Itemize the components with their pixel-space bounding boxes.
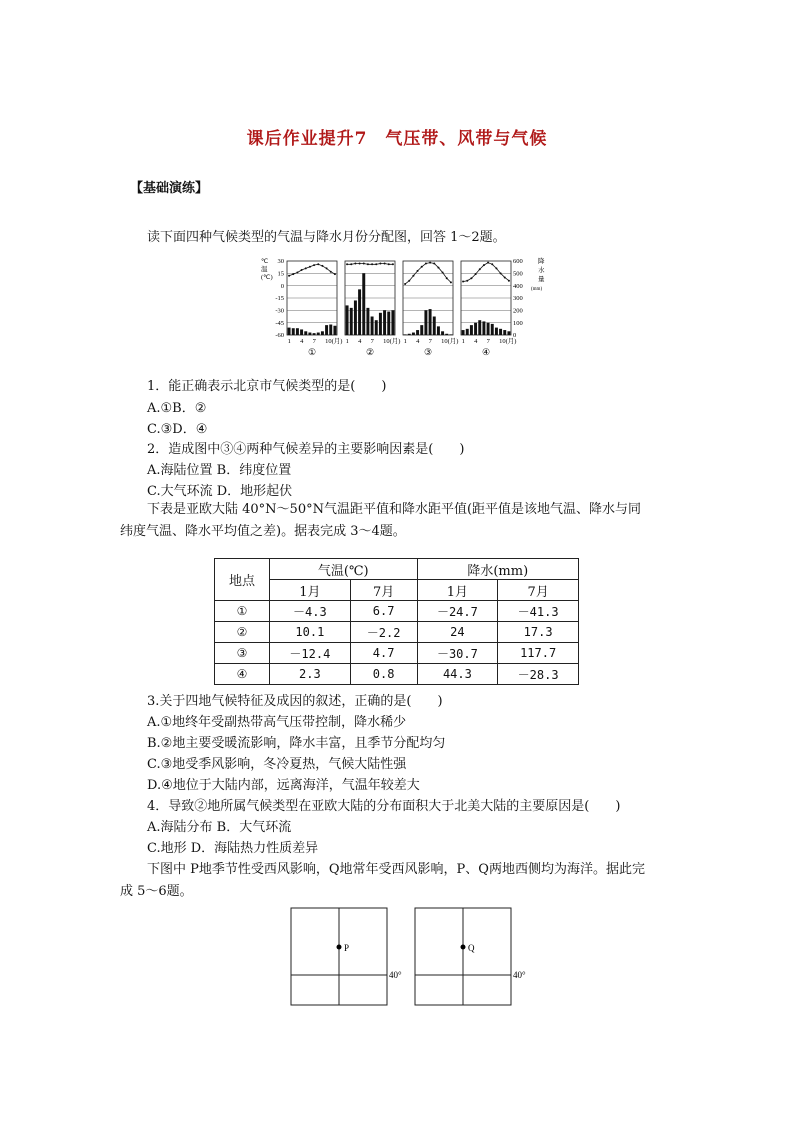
precip-bar bbox=[491, 324, 494, 335]
cell: －41.3 bbox=[498, 601, 579, 622]
temp-point bbox=[334, 273, 336, 275]
temp-point bbox=[479, 268, 481, 270]
temp-line bbox=[289, 264, 335, 276]
temp-point bbox=[379, 262, 381, 264]
intro-2-line-1: 下表是亚欧大陆 40°N～50°N气温距平值和降水距平值(距平值是该地气温、降水与同 bbox=[147, 502, 642, 517]
question-3-option-a: A.①地终年受副热带高气压带控制，降水稀少 bbox=[147, 715, 407, 730]
precip-axis-label: 水 bbox=[538, 267, 545, 274]
precip-bar bbox=[487, 323, 490, 335]
precip-axis-label: 降 bbox=[538, 258, 545, 265]
month-tick-label: 4 bbox=[300, 338, 304, 345]
precip-bar bbox=[474, 323, 477, 335]
temp-point bbox=[466, 280, 468, 282]
precip-bar bbox=[321, 331, 324, 335]
temp-point bbox=[363, 262, 365, 264]
precip-bar bbox=[466, 329, 469, 335]
temp-point bbox=[388, 263, 390, 265]
precip-bar bbox=[350, 308, 353, 335]
temp-point bbox=[288, 275, 290, 277]
temp-point bbox=[321, 265, 323, 267]
temp-tick-label: -30 bbox=[275, 307, 284, 315]
header-temp-jul: 7月 bbox=[350, 580, 417, 601]
temp-tick-label: 0 bbox=[280, 282, 284, 290]
section-heading: 【基础演练】 bbox=[130, 181, 209, 196]
anomaly-table bbox=[214, 558, 579, 685]
temp-point bbox=[442, 272, 444, 274]
temp-point bbox=[326, 267, 328, 269]
temp-point bbox=[296, 272, 298, 274]
cell: －4.3 bbox=[270, 601, 351, 622]
page-title: 课后作业提升7 气压带、风带与气候 bbox=[246, 129, 548, 149]
intro-2-line-2: 纬度气温、降水平均值之差)。据表完成 3～4题。 bbox=[120, 524, 406, 539]
month-tick-label: 4 bbox=[358, 338, 362, 345]
precip-bar bbox=[375, 320, 378, 335]
q-point bbox=[461, 945, 466, 950]
precip-bar bbox=[292, 328, 295, 335]
question-1-options-cd: C.③D．④ bbox=[147, 422, 208, 437]
precip-bar bbox=[379, 313, 382, 335]
precip-bar bbox=[429, 309, 432, 335]
precip-bar bbox=[288, 328, 291, 335]
month-tick-label: 7 bbox=[428, 338, 432, 345]
cell: 2.3 bbox=[270, 664, 351, 685]
precip-bar bbox=[478, 320, 481, 335]
intro-1: 读下面四种气候类型的气温与降水月份分配图，回答 1～2题。 bbox=[147, 230, 506, 245]
cell: 4.7 bbox=[350, 643, 417, 664]
question-3-option-c: C.③地受季风影响，冬冷夏热，气候大陆性强 bbox=[147, 757, 407, 772]
question-4: 4．导致②地所属气候类型在亚欧大陆的分布面积大于北美大陆的主要原因是( ) bbox=[147, 799, 621, 814]
precip-axis-label: (mm) bbox=[531, 287, 543, 292]
table-row bbox=[215, 664, 579, 685]
precip-bar bbox=[445, 334, 448, 335]
precip-bar bbox=[408, 334, 411, 335]
temp-point bbox=[367, 263, 369, 265]
precip-bar bbox=[358, 289, 361, 335]
month-tick-label: 7 bbox=[312, 338, 316, 345]
p-lat-label: 40° bbox=[389, 970, 402, 980]
cell: －2.2 bbox=[350, 622, 417, 643]
precip-bar bbox=[371, 317, 374, 336]
header-prec-jul: 7月 bbox=[498, 580, 579, 601]
temp-point bbox=[408, 280, 410, 282]
temp-tick-label: -15 bbox=[275, 295, 284, 303]
question-3-option-d: D.④地位于大陆内部，远离海洋，气温年较差大 bbox=[147, 778, 420, 793]
temp-point bbox=[384, 262, 386, 264]
table-row bbox=[215, 643, 579, 664]
month-tick-label: 4 bbox=[474, 338, 478, 345]
temp-point bbox=[354, 262, 356, 264]
intro-3-line-2: 成 5～6题。 bbox=[120, 884, 193, 899]
temp-tick-label: 15 bbox=[277, 270, 284, 278]
precip-bar bbox=[346, 305, 349, 335]
temp-point bbox=[483, 264, 485, 266]
precip-tick-label: 600 bbox=[513, 258, 523, 266]
temp-point bbox=[350, 263, 352, 265]
temp-tick-label: -60 bbox=[275, 332, 284, 340]
temp-point bbox=[429, 262, 431, 264]
precip-bar bbox=[366, 308, 369, 335]
temp-point bbox=[317, 263, 319, 265]
panel-label: ② bbox=[365, 347, 375, 357]
month-tick-label: 1 bbox=[345, 338, 349, 345]
temp-point bbox=[375, 263, 377, 265]
month-tick-label: 1 bbox=[403, 338, 407, 345]
cell: －30.7 bbox=[417, 643, 498, 664]
pq-diagram bbox=[288, 905, 548, 1010]
question-2: 2．造成图中③④两种气候差异的主要影响因素是( ) bbox=[147, 442, 465, 457]
precip-bar bbox=[433, 317, 436, 336]
temp-point bbox=[495, 267, 497, 269]
panel-label: ③ bbox=[423, 347, 433, 357]
temp-point bbox=[404, 283, 406, 285]
precip-bar bbox=[437, 326, 440, 335]
temp-axis-label: ℃ bbox=[261, 258, 269, 265]
temp-point bbox=[359, 262, 361, 264]
p-label: P bbox=[344, 943, 350, 953]
temp-point bbox=[417, 270, 419, 272]
temp-point bbox=[508, 280, 510, 282]
precip-bar bbox=[325, 325, 328, 335]
cell-place: ④ bbox=[215, 664, 270, 685]
cell-place: ② bbox=[215, 622, 270, 643]
precip-bar bbox=[424, 310, 427, 335]
temp-point bbox=[330, 271, 332, 273]
temp-point bbox=[421, 266, 423, 268]
temp-point bbox=[491, 263, 493, 265]
temp-point bbox=[504, 276, 506, 278]
month-tick-label: 10(月) bbox=[383, 338, 401, 345]
month-tick-label: 1 bbox=[287, 338, 291, 345]
precip-tick-label: 200 bbox=[513, 307, 523, 315]
precip-bar bbox=[416, 330, 419, 335]
question-4-options-ab: A.海陆分布 B．大气环流 bbox=[147, 820, 292, 835]
precip-bar bbox=[296, 328, 299, 335]
temp-point bbox=[309, 266, 311, 268]
precip-bar bbox=[462, 330, 465, 335]
precip-bar bbox=[441, 331, 444, 335]
precip-bar bbox=[317, 333, 320, 335]
q-label: Q bbox=[468, 943, 475, 953]
temp-point bbox=[433, 262, 435, 264]
temp-point bbox=[313, 264, 315, 266]
precip-bar bbox=[420, 325, 423, 335]
temp-point bbox=[425, 262, 427, 264]
intro-3-line-1: 下图中 P地季节性受西风影响，Q地常年受西风影响，P、Q两地西侧均为海洋。据此完 bbox=[147, 862, 645, 877]
precip-bar bbox=[300, 329, 303, 335]
cell-place: ③ bbox=[215, 643, 270, 664]
cell: 17.3 bbox=[498, 622, 579, 643]
cell: 44.3 bbox=[417, 664, 498, 685]
precip-bar bbox=[404, 334, 407, 335]
precip-bar bbox=[362, 273, 365, 335]
temp-point bbox=[450, 281, 452, 283]
temp-axis-label: (℃) bbox=[261, 274, 273, 281]
precip-tick-label: 300 bbox=[513, 295, 523, 303]
temp-point bbox=[371, 263, 373, 265]
temp-point bbox=[487, 262, 489, 264]
temp-point bbox=[470, 277, 472, 279]
temp-point bbox=[475, 273, 477, 275]
precip-bar bbox=[482, 321, 485, 335]
temp-point bbox=[292, 273, 294, 275]
precip-bar bbox=[499, 329, 502, 335]
precip-bar bbox=[308, 333, 311, 335]
cell: 10.1 bbox=[270, 622, 351, 643]
header-prec-jan: 1月 bbox=[417, 580, 498, 601]
q-grid bbox=[415, 908, 511, 1005]
temp-point bbox=[301, 269, 303, 271]
temp-point bbox=[437, 267, 439, 269]
precip-bar bbox=[329, 325, 332, 335]
temp-point bbox=[412, 275, 414, 277]
precip-axis-label: 量 bbox=[538, 276, 545, 283]
question-2-options-ab: A.海陆位置 B．纬度位置 bbox=[147, 463, 292, 478]
precip-bar bbox=[387, 312, 390, 335]
table-row bbox=[215, 622, 579, 643]
precip-bar bbox=[383, 310, 386, 335]
month-tick-label: 7 bbox=[370, 338, 374, 345]
month-tick-label: 10(月) bbox=[441, 338, 459, 345]
precip-bar bbox=[354, 300, 357, 335]
panel-label: ④ bbox=[481, 347, 491, 357]
question-2-options-cd: C.大气环流 D．地形起伏 bbox=[147, 484, 293, 499]
temp-axis-label: 温 bbox=[261, 266, 268, 273]
table-row bbox=[215, 601, 579, 622]
temp-point bbox=[346, 263, 348, 265]
temp-point bbox=[392, 263, 394, 265]
temp-point bbox=[446, 277, 448, 279]
panel-label: ① bbox=[307, 347, 317, 357]
month-tick-label: 10(月) bbox=[499, 338, 517, 345]
question-1: 1．能正确表示北京市气候类型的是( ) bbox=[147, 379, 387, 394]
month-tick-label: 1 bbox=[461, 338, 465, 345]
cell: －28.3 bbox=[498, 664, 579, 685]
month-tick-label: 10(月) bbox=[325, 338, 343, 345]
temp-line bbox=[463, 263, 509, 282]
question-3-option-b: B.②地主要受暖流影响，降水丰富，且季节分配均匀 bbox=[147, 736, 446, 751]
precip-bar bbox=[495, 328, 498, 335]
temp-tick-label: -45 bbox=[275, 319, 284, 327]
temp-point bbox=[305, 267, 307, 269]
precip-bar bbox=[313, 333, 316, 335]
header-temp-jan: 1月 bbox=[270, 580, 351, 601]
month-tick-label: 4 bbox=[416, 338, 420, 345]
p-grid bbox=[291, 908, 387, 1005]
precip-tick-label: 100 bbox=[513, 319, 523, 327]
precip-tick-label: 400 bbox=[513, 282, 523, 290]
question-3: 3.关于四地气候特征及成因的叙述，正确的是( ) bbox=[147, 694, 443, 709]
month-tick-label: 7 bbox=[486, 338, 490, 345]
precip-tick-label: 500 bbox=[513, 270, 523, 278]
precip-bar bbox=[507, 331, 510, 335]
cell: 0.8 bbox=[350, 664, 417, 685]
climate-charts bbox=[255, 255, 555, 365]
header-temp: 气温(℃) bbox=[270, 559, 418, 580]
precip-bar bbox=[391, 310, 394, 335]
header-precip: 降水(mm) bbox=[417, 559, 578, 580]
precip-bar bbox=[503, 330, 506, 335]
temp-line bbox=[347, 263, 393, 264]
precip-bar bbox=[412, 333, 415, 335]
header-place: 地点 bbox=[215, 559, 270, 601]
p-point bbox=[337, 945, 342, 950]
temp-point bbox=[500, 272, 502, 274]
precip-tick-label: 0 bbox=[513, 332, 517, 340]
cell: －12.4 bbox=[270, 643, 351, 664]
cell: 24 bbox=[417, 622, 498, 643]
temp-tick-label: 30 bbox=[277, 258, 284, 266]
temp-point bbox=[462, 281, 464, 283]
cell: 6.7 bbox=[350, 601, 417, 622]
precip-bar bbox=[333, 326, 336, 335]
cell: 117.7 bbox=[498, 643, 579, 664]
cell: －24.7 bbox=[417, 601, 498, 622]
cell-place: ① bbox=[215, 601, 270, 622]
precip-bar bbox=[304, 331, 307, 335]
precip-bar bbox=[449, 334, 452, 335]
question-1-options-ab: A.①B．② bbox=[147, 401, 207, 416]
q-lat-label: 40° bbox=[513, 970, 526, 980]
question-4-options-cd: C.地形 D．海陆热力性质差异 bbox=[147, 841, 319, 856]
precip-bar bbox=[470, 325, 473, 335]
